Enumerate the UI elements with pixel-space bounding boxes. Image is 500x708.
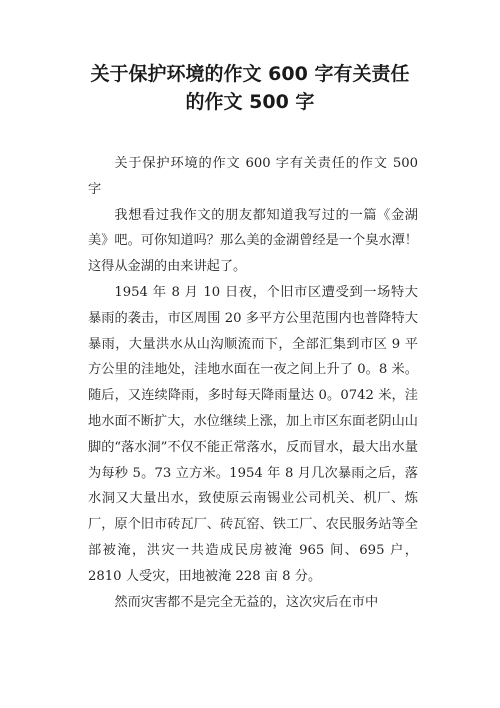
document-body [88, 151, 418, 615]
title-line-1: 关于保护环境的作文 600 字有关责任 [90, 63, 410, 85]
paragraph: 然而灾害都不是完全无益的，这次灾后在市中 [114, 594, 379, 610]
paragraph: 1954 年 8 月 10 日夜，个旧市区遭受到一场特大暴雨的袭击，市区周围 20 多平方公里范围内也普降特大暴雨，大量洪水从山沟顺流而下，全部汇集到市区 9 平方公里的洼地处，洼地水面在一夜之间上升了 0。8 米。随后，又连续降雨，多时每天降雨量达 0。0742 米，洼地水面不断扩大，水位继续上涨，加上市区东面老阴山山脚的“落水洞”不仅不能正常落水，反而冒水，最大出水量为每秒 5。73 立方米。1954 年 8 月几次暴雨之后，落水洞又大量出水，致使原云南锡业公司机关、机厂、炼厂，原个旧市砖瓦厂、砖瓦窑、铁工厂、农民服务站等全部被淹，洪灾一共造成民房被淹 965 间、695 户，2810 人受灾，田地被淹 228 亩 8 分。 [88, 284, 418, 584]
document-title [60, 60, 440, 116]
title-line-2: 的作文 500 字 [185, 91, 315, 113]
paragraph: 关于保护环境的作文 600 字有关责任的作文 500 字 [88, 156, 418, 197]
paragraph: 我想看过我作文的朋友都知道我写过的一篇《金湖美》吧。可你知道吗？那么美的金湖曾经是一个臭水潭！这得从金湖的由来讲起了。 [88, 207, 418, 275]
